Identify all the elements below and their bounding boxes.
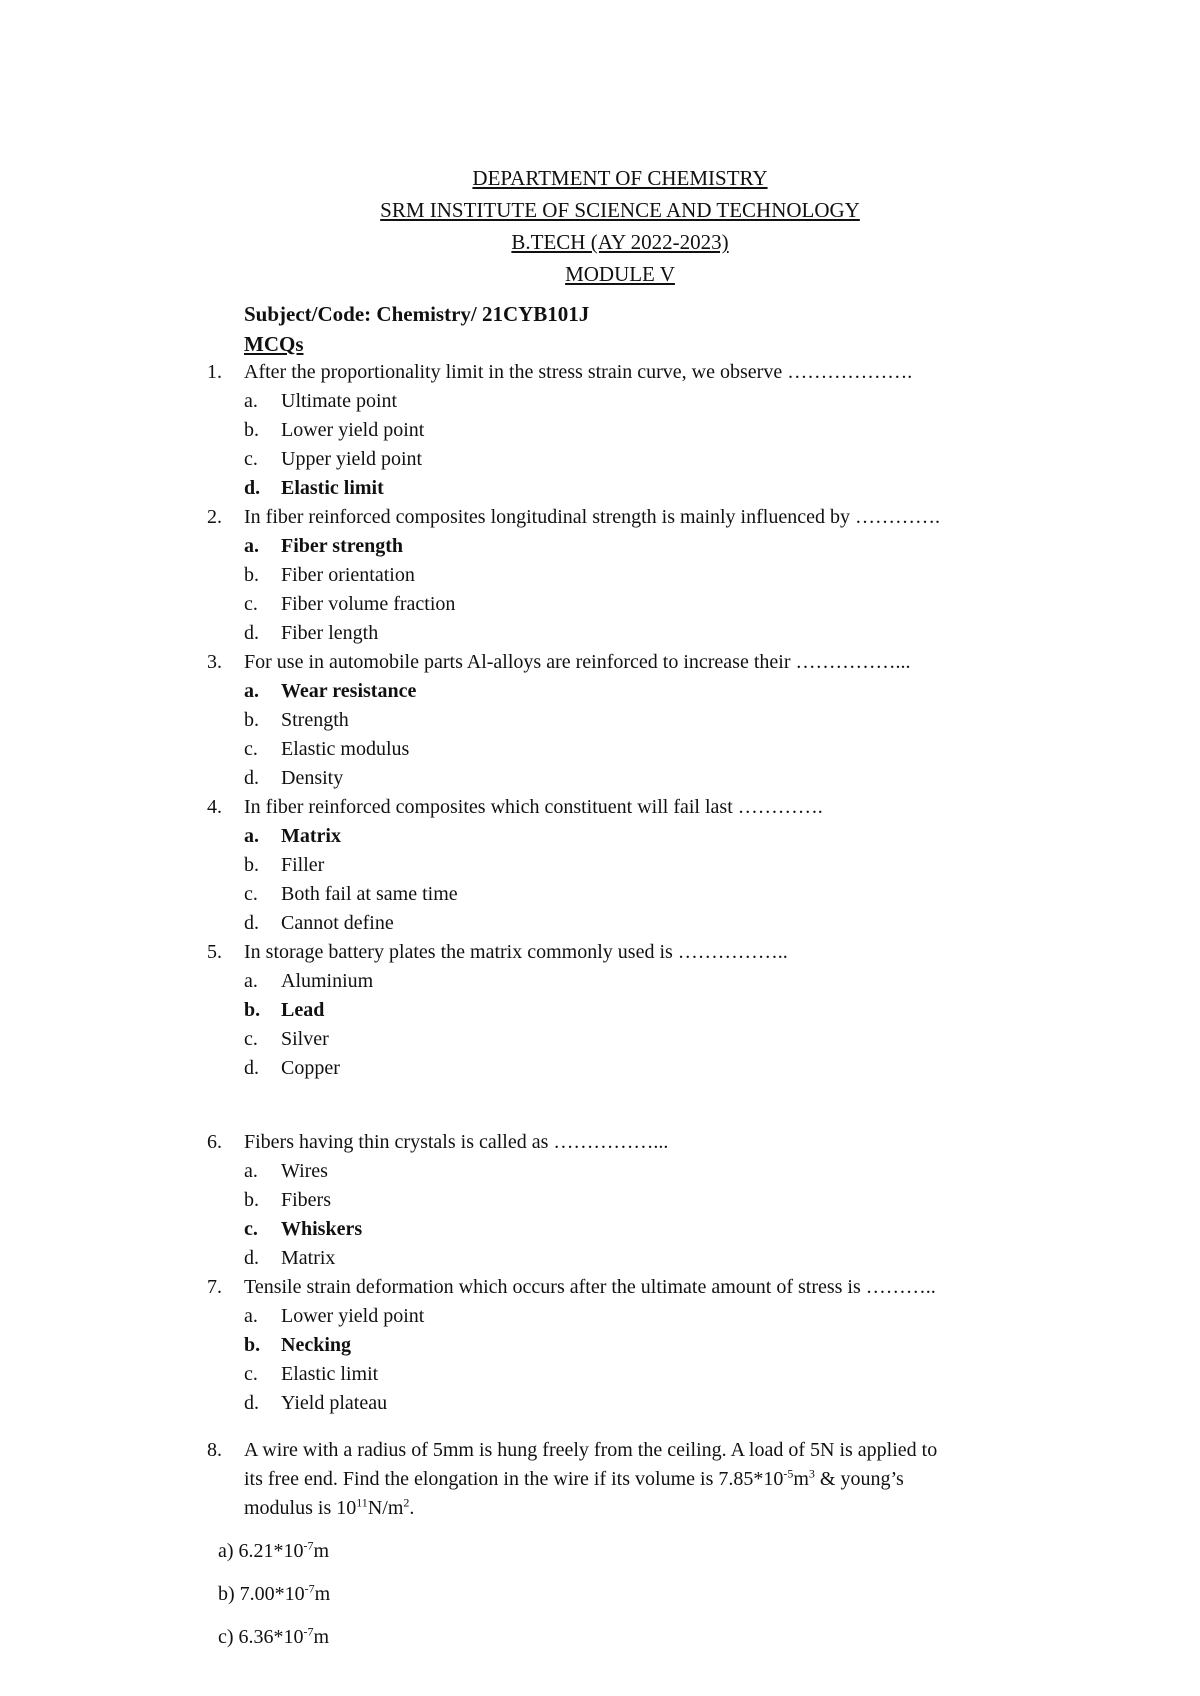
question-text-line: A wire with a radius of 5mm is hung freely from the ceiling. A load of 5N is applied to [244, 1439, 938, 1461]
option-label: a. [244, 970, 258, 992]
option-text: Yield plateau [281, 1392, 388, 1414]
exponent: -7 [303, 1624, 314, 1639]
answer-option [218, 1540, 329, 1563]
option-text: Lower yield point [281, 1305, 425, 1327]
exponent: -5 [783, 1466, 794, 1481]
question-text-line [244, 1497, 414, 1520]
institute-heading: SRM INSTITUTE OF SCIENCE AND TECHNOLOGY [380, 198, 860, 222]
option-label-correct: a. [244, 535, 259, 557]
option-text-correct: Lead [281, 999, 325, 1021]
option-text: Elastic limit [281, 1363, 379, 1385]
option-label: b. [244, 419, 259, 441]
option-label: b. [244, 854, 259, 876]
text-fragment: b) 7.00*10 [218, 1583, 305, 1605]
option-label: b. [244, 709, 259, 731]
option-text-correct: Fiber strength [281, 535, 404, 557]
option-text: Filler [281, 854, 325, 876]
option-text: Aluminium [281, 970, 374, 992]
option-label: c. [244, 738, 258, 760]
option-label: a. [244, 1305, 258, 1327]
option-label: d. [244, 1247, 259, 1269]
option-label: b. [244, 1189, 259, 1211]
text-fragment: modulus is 10 [244, 1497, 357, 1519]
option-text: Cannot define [281, 912, 394, 934]
option-label-correct: d. [244, 477, 261, 499]
question-number: 7. [207, 1276, 222, 1298]
option-text: Density [281, 767, 344, 789]
option-text: Strength [281, 709, 349, 731]
option-label: d. [244, 767, 259, 789]
option-text: Fiber volume fraction [281, 593, 456, 615]
exponent: 2 [403, 1495, 410, 1510]
option-text-correct: Wear resistance [281, 680, 417, 702]
question-number: 6. [207, 1131, 222, 1153]
option-label: c. [244, 1028, 258, 1050]
text-fragment: m [793, 1468, 809, 1490]
text-fragment: m [313, 1540, 330, 1562]
question-text: In storage battery plates the matrix commonly used is …………….. [244, 941, 788, 963]
department-heading: DEPARTMENT OF CHEMISTRY [472, 166, 768, 190]
text-fragment: c) 6.36*10 [218, 1626, 304, 1648]
question-text: For use in automobile parts Al-alloys are reinforced to increase their ……………... [244, 651, 911, 673]
question-text: After the proportionality limit in the stress strain curve, we observe ………………. [244, 361, 913, 383]
option-label: c. [244, 1363, 258, 1385]
text-fragment: a) 6.21*10 [218, 1540, 304, 1562]
question-number: 2. [207, 506, 222, 528]
option-label-correct: a. [244, 680, 259, 702]
option-text: Fiber length [281, 622, 379, 644]
text-fragment: & young’s [814, 1468, 904, 1490]
question-text: In fiber reinforced composites longitudinal strength is mainly influenced by …………. [244, 506, 940, 528]
text-fragment: . [409, 1497, 415, 1519]
option-label: b. [244, 564, 259, 586]
option-label: c. [244, 883, 258, 905]
option-label-correct: c. [244, 1218, 258, 1240]
exponent: 3 [808, 1466, 815, 1481]
option-text: Ultimate point [281, 390, 398, 412]
text-fragment: its free end. Find the elongation in the wire if its volume is 7.85*10 [244, 1468, 784, 1490]
question-number: 5. [207, 941, 222, 963]
option-text: Fibers [281, 1189, 331, 1211]
answer-option [218, 1583, 330, 1606]
text-fragment: m [314, 1583, 331, 1605]
question-text: Fibers having thin crystals is called as ……………... [244, 1131, 669, 1153]
option-text: Copper [281, 1057, 340, 1079]
option-text: Silver [281, 1028, 329, 1050]
option-label: d. [244, 1392, 259, 1414]
option-label: a. [244, 390, 258, 412]
option-label: c. [244, 593, 258, 615]
option-label: c. [244, 448, 258, 470]
option-text: Wires [281, 1160, 328, 1182]
option-label-correct: b. [244, 1334, 261, 1356]
question-number: 4. [207, 796, 222, 818]
option-text-correct: Matrix [281, 825, 341, 847]
program-heading: B.TECH (AY 2022-2023) [511, 230, 729, 254]
question-text: In fiber reinforced composites which constituent will fail last …………. [244, 796, 823, 818]
option-text-correct: Whiskers [281, 1218, 363, 1240]
option-text: Matrix [281, 1247, 336, 1269]
option-label: d. [244, 622, 259, 644]
option-label-correct: b. [244, 999, 261, 1021]
question-text: Tensile strain deformation which occurs after the ultimate amount of stress is ……….. [244, 1276, 936, 1298]
module-heading: MODULE V [565, 262, 675, 286]
option-label: a. [244, 1160, 258, 1182]
option-label: d. [244, 912, 259, 934]
option-text: Elastic modulus [281, 738, 410, 760]
option-text-correct: Elastic limit [281, 477, 384, 499]
option-text: Fiber orientation [281, 564, 415, 586]
option-label: d. [244, 1057, 259, 1079]
exponent: -7 [303, 1538, 314, 1553]
answer-option [218, 1626, 329, 1649]
question-text-line [244, 1468, 904, 1491]
option-text: Both fail at same time [281, 883, 458, 905]
subject-code: Subject/Code: Chemistry/ 21CYB101J [244, 302, 590, 326]
option-text-correct: Necking [281, 1334, 351, 1356]
exponent: 11 [356, 1495, 368, 1510]
option-text: Lower yield point [281, 419, 425, 441]
question-number: 3. [207, 651, 222, 673]
exponent: -7 [304, 1581, 315, 1596]
question-number: 8. [207, 1439, 222, 1461]
text-fragment: N/m [367, 1497, 404, 1519]
option-text: Upper yield point [281, 448, 423, 470]
question-number: 1. [207, 361, 222, 383]
section-title: MCQs [244, 332, 304, 356]
option-label-correct: a. [244, 825, 259, 847]
text-fragment: m [313, 1626, 330, 1648]
